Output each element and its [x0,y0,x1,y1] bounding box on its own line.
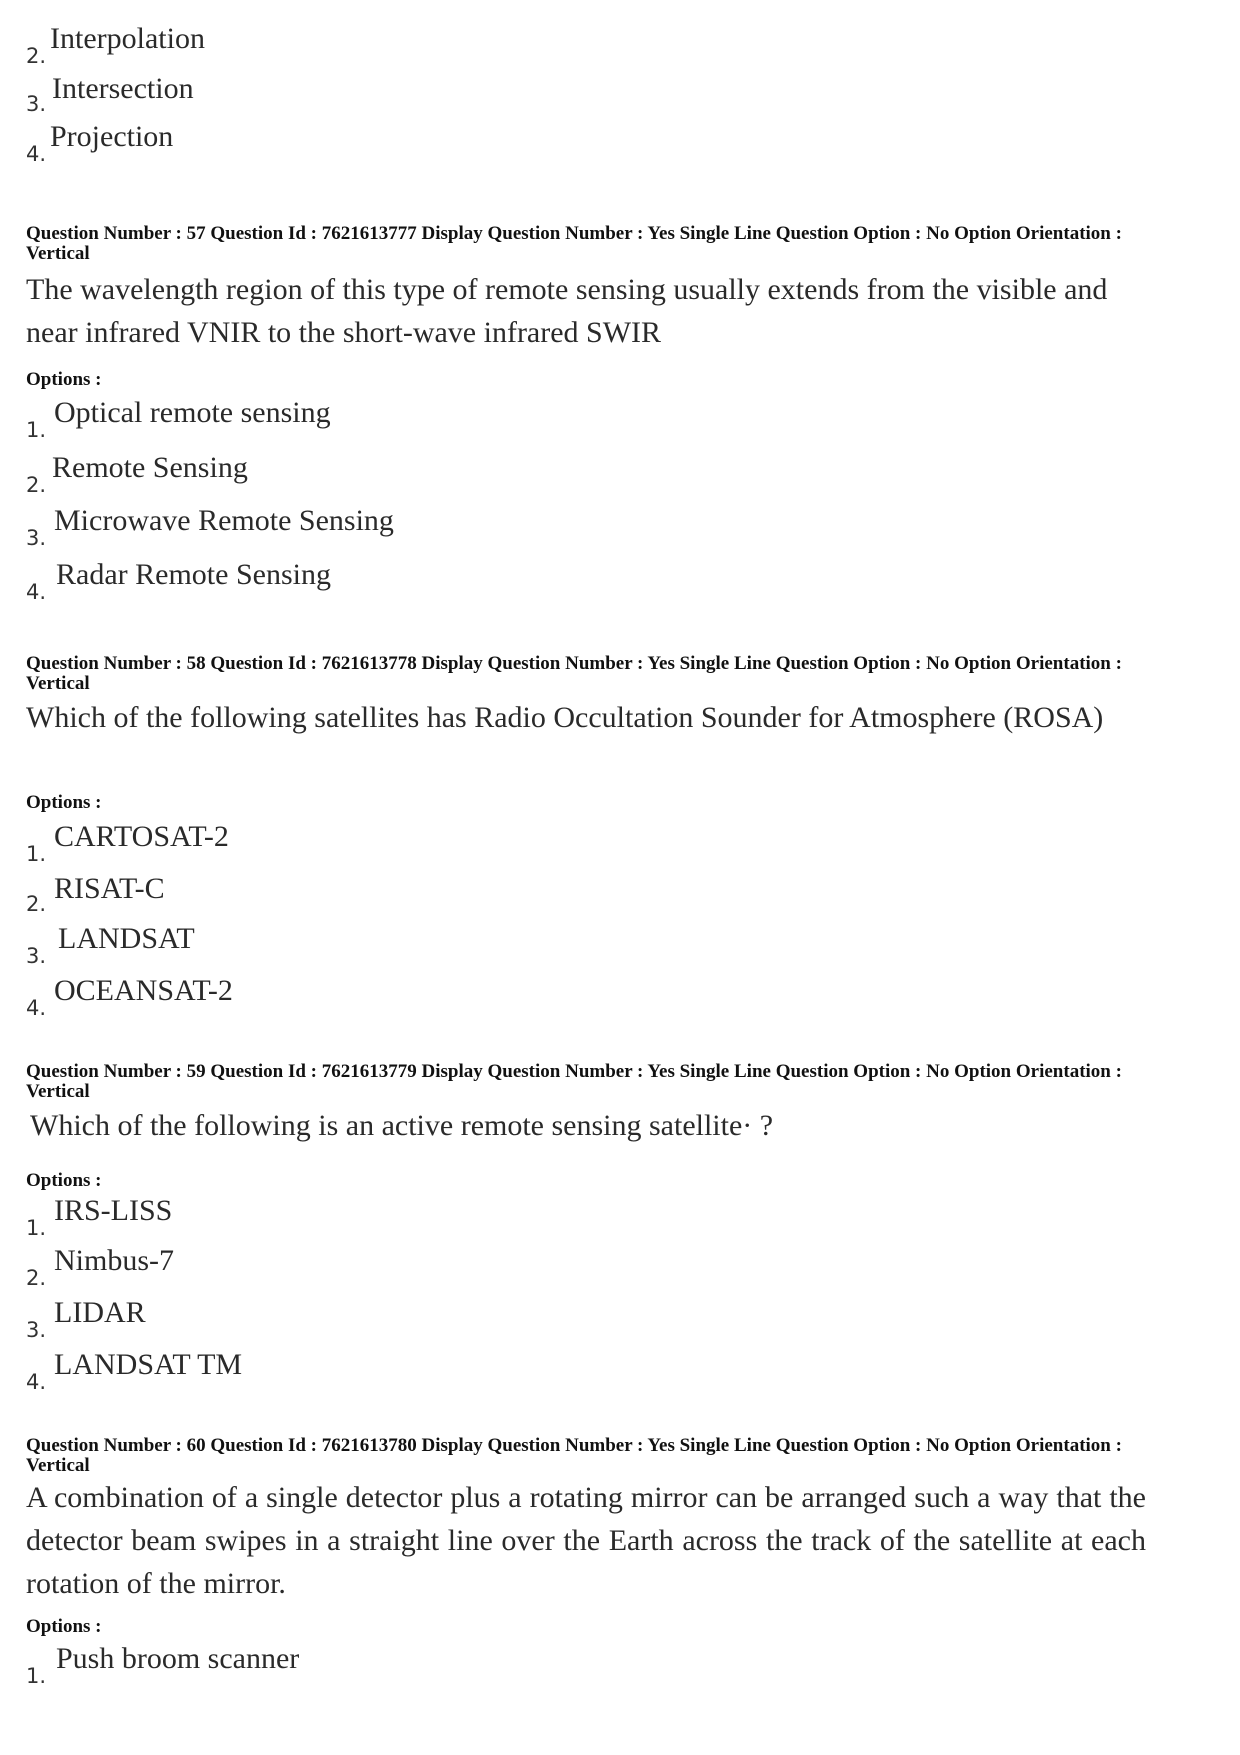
option-item [26,1194,1026,1244]
options-label: Options : [26,1616,102,1637]
option-number: 4. [26,1370,47,1394]
options-label: Options : [26,792,102,813]
option-item [26,820,1026,870]
question-text: Which of the following is an active remote sensing satellite· ? [30,1109,774,1142]
option-number: 3. [26,944,47,968]
option-text: Radar Remote Sensing [56,558,331,591]
option-number: 1. [26,418,47,442]
question-text: Which of the following satellites has Radio Occultation Sounder for Atmosphere (ROSA) [26,701,1104,734]
option-number: 4. [26,142,47,166]
option-item [26,1296,1026,1346]
option-text: Optical remote sensing [54,396,331,429]
option-text: RISAT-C [54,872,165,905]
option-item [26,558,1026,608]
options-label: Options : [26,369,102,390]
option-text: OCEANSAT-2 [54,974,233,1007]
options-label: Options : [26,1170,102,1191]
option-number: 1. [26,1216,47,1240]
option-text: IRS-LISS [54,1194,173,1227]
option-item [26,872,1026,922]
option-number: 2. [26,473,47,497]
option-item [26,396,1026,446]
option-text: Nimbus-7 [54,1244,174,1277]
option-item [26,1244,1026,1294]
option-item [26,70,1026,120]
option-number: 2. [26,892,47,916]
option-text: Intersection [52,72,194,105]
option-text: LANDSAT [58,922,195,955]
option-number: 1. [26,842,47,866]
option-item [26,20,1026,70]
option-number: 4. [26,996,47,1020]
option-text: Interpolation [50,22,205,55]
option-item [26,1348,1026,1398]
option-text: Microwave Remote Sensing [54,504,394,537]
option-item [26,922,1026,972]
option-number: 3. [26,526,47,550]
option-number: 3. [26,92,47,116]
option-text: CARTOSAT-2 [54,820,229,853]
option-text: LIDAR [54,1296,146,1329]
question-header: Question Number : 57 Question Id : 7621613777 Display Question Number : Yes Single Line Question Option : No Option Orientation : Vertical [26,223,1122,264]
option-text: Projection [50,120,174,153]
option-item [26,504,1026,554]
option-text: Push broom scanner [56,1642,300,1675]
option-item [26,451,1026,501]
option-item [26,974,1026,1024]
question-header: Question Number : 58 Question Id : 7621613778 Display Question Number : Yes Single Line Question Option : No Option Orientation : Vertical [26,653,1122,694]
question-header: Question Number : 59 Question Id : 7621613779 Display Question Number : Yes Single Line Question Option : No Option Orientation : Vertical [26,1061,1122,1102]
question-header: Question Number : 60 Question Id : 7621613780 Display Question Number : Yes Single Line Question Option : No Option Orientation : Vertical [26,1435,1122,1476]
option-text: LANDSAT TM [54,1348,243,1381]
option-number: 2. [26,1266,47,1290]
question-text: The wavelength region of this type of remote sensing usually extends from the visible and near infrared VNIR to the short-wave infrared SWIR [26,273,1108,349]
option-item [26,118,1026,168]
question-text: A combination of a single detector plus a rotating mirror can be arranged such a way that the detector beam swipes in a straight line over the Earth across the track of the satellite at each rotation of the mirror. [26,1481,1146,1600]
option-number: 4. [26,580,47,604]
option-number: 3. [26,1318,47,1342]
option-item [26,1642,1026,1692]
option-number: 2. [26,44,47,68]
option-number: 1. [26,1664,47,1688]
option-text: Remote Sensing [52,451,248,484]
